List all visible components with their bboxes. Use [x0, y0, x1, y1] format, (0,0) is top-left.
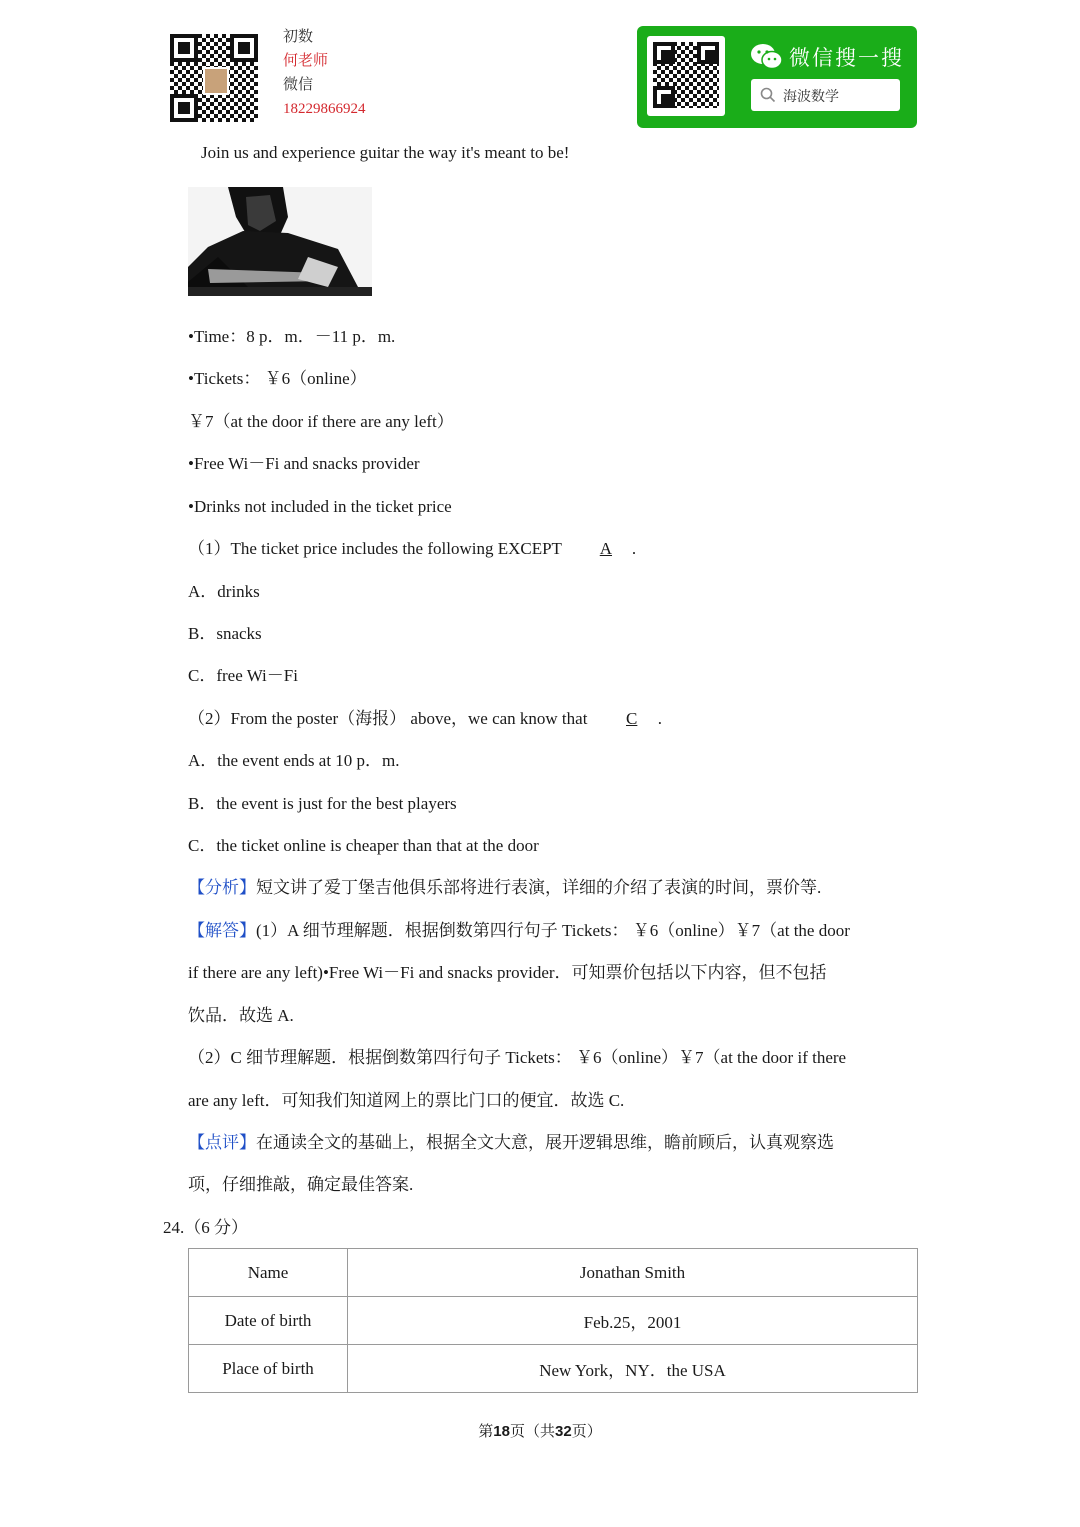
contact-wechat-label: 微信: [283, 77, 314, 93]
table-value: New York，NY．the USA: [348, 1345, 918, 1393]
detail-drinks: •Drinks not included in the ticket price: [188, 497, 452, 516]
solution-line-4: （2）C 细节理解题．根据倒数第四行句子 Tickets： ￥6（online）￥7（at the door if there: [188, 1048, 847, 1067]
q1-option-b: B．snacks: [188, 624, 262, 643]
contact-block: [283, 25, 366, 121]
table-value: Jonathan Smith: [348, 1249, 918, 1297]
q2-option-b: B．the event is just for the best players: [188, 794, 457, 813]
table-row: [189, 1249, 918, 1297]
detail-time: •Time：8 p．m．－11 p．m.: [188, 327, 396, 346]
question-2-stem: （2）From the poster（海报） above，we can know that: [188, 709, 588, 728]
q1-option-a: A．drinks: [188, 582, 260, 601]
detail-wifi: •Free Wi－Fi and snacks provider: [188, 454, 420, 473]
analysis: [188, 877, 821, 899]
total-pages: 32: [555, 1423, 572, 1440]
analysis-text: 短文讲了爱丁堡吉他俱乐部将进行表演，详细的介绍了表演的时间，票价等.: [256, 878, 822, 897]
passage-intro: Join us and experience guitar the way it's meant to be!: [201, 143, 570, 162]
contact-phone: 18229866924: [283, 101, 366, 117]
solution-line-5: are any left．可知我们知道网上的票比门口的便宜．故选 C.: [188, 1091, 625, 1110]
question-2: （2）From the poster（海报） above，we can know that C .: [188, 709, 662, 728]
question-1-answer: A: [599, 539, 613, 558]
qr-code-icon: [653, 42, 719, 108]
profile-table: [188, 1248, 918, 1393]
comment-text-1: 在通读全文的基础上，根据全文大意，展开逻辑思维，瞻前顾后，认真观察选: [256, 1133, 834, 1152]
q2-option-a: A．the event ends at 10 p．m.: [188, 751, 400, 770]
comment-label: 【点评】: [188, 1133, 256, 1152]
wechat-search-banner[interactable]: [637, 26, 917, 128]
current-page: 18: [493, 1423, 510, 1440]
page-suffix: 页）: [571, 1424, 602, 1440]
wechat-search-input[interactable]: [751, 79, 900, 111]
table-key: Place of birth: [189, 1345, 348, 1393]
detail-tickets-door: ￥7（at the door if there are any left）: [188, 412, 454, 431]
page-number: [0, 1420, 1080, 1441]
qr-code-icon: [170, 34, 258, 122]
search-query-text: 海波数学: [783, 89, 839, 105]
wechat-logo-icon: [750, 42, 784, 72]
table-row: [189, 1297, 918, 1345]
solution-line-1: [188, 920, 850, 942]
table-value: Feb.25，2001: [348, 1297, 918, 1345]
solution-text-1: (1）A 细节理解题．根据倒数第四行句子 Tickets： ￥6（online）￥7（at the door: [256, 921, 850, 940]
q2-option-c: C．the ticket online is cheaper than that at the door: [188, 836, 539, 855]
solution-line-3: 饮品．故选 A.: [188, 1006, 294, 1025]
question-1-stem: （1）The ticket price includes the following EXCEPT: [188, 539, 562, 558]
guitarist-image: [188, 187, 372, 296]
question-1: （1）The ticket price includes the following EXCEPT A .: [188, 539, 637, 558]
detail-tickets-online: •Tickets： ￥6（online）: [188, 369, 367, 388]
table-key: Name: [189, 1249, 348, 1297]
table-key: Date of birth: [189, 1297, 348, 1345]
contact-subject: 初数: [283, 29, 314, 45]
comment-line-1: [188, 1132, 834, 1154]
question-24-heading: 24.（6 分）: [163, 1218, 248, 1237]
solution-label: 【解答】: [188, 921, 256, 940]
search-icon: [760, 87, 776, 103]
solution-line-2: if there are any left)•Free Wi－Fi and snacks provider．可知票价包括以下内容，但不包括: [188, 963, 827, 982]
analysis-label: 【分析】: [188, 878, 256, 897]
wechat-search-title: 微信搜一搜: [789, 46, 904, 70]
table-row: [189, 1345, 918, 1393]
guitarist-photo: [188, 187, 372, 296]
wechat-qr-code: [647, 36, 725, 116]
avatar: [203, 67, 229, 95]
page-prefix: 第: [478, 1424, 494, 1440]
comment-line-2: 项，仔细推敲，确定最佳答案.: [188, 1175, 414, 1194]
page-middle: 页（共: [509, 1424, 555, 1440]
contact-teacher: 何老师: [283, 53, 329, 69]
q1-option-c: C．free Wi－Fi: [188, 666, 298, 685]
question-2-answer: C: [626, 709, 638, 728]
